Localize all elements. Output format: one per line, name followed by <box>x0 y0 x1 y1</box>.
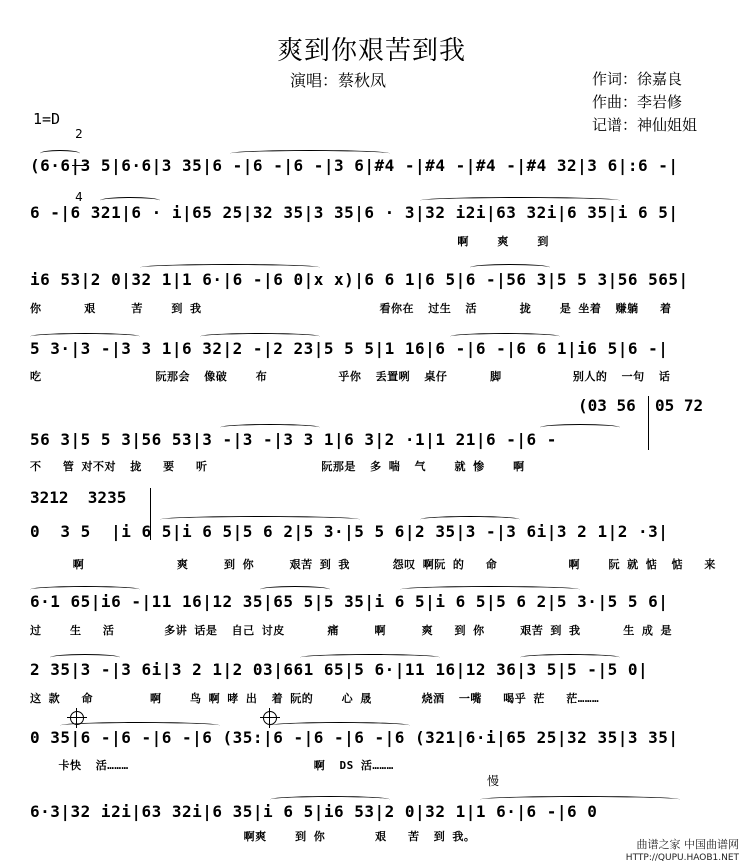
composer-credit: 作曲：李岩修 <box>592 93 683 111</box>
lyric-row-6: 啊 爽 到 你 艰苦 到 我 怨叹 啊阮 的 命 啊 阮 就 惦 惦 来 <box>30 558 716 571</box>
transcriber-credit: 记谱：神仙姐姐 <box>592 116 698 134</box>
key-signature: 1=D <box>33 110 61 128</box>
watermark-line1: 曲谱之家 中国曲谱网 <box>636 838 739 851</box>
lyric-row-8: 这 款 命 啊 鸟 啊 哮 出 着 阮的 心 晟 烧酒 一嘴 喝乎 茫 茫……… <box>30 692 600 705</box>
lyric-row-7: 过 生 活 多讲 话是 自己 讨皮 痛 啊 爽 到 你 艰苦 到 我 生 成 是 <box>30 624 672 637</box>
lyric-row-5: 不 管 对不对 拢 要 听 阮那是 多 喘 气 就 惨 啊 <box>30 460 525 473</box>
song-title: 爽到你艰苦到我 <box>276 36 466 66</box>
time-sig-bottom: 4 <box>75 190 83 204</box>
tempo-mark: 慢 <box>487 774 500 788</box>
time-sig-top: 2 <box>75 127 83 141</box>
lyric-row-2: 啊 爽 到 <box>30 235 549 248</box>
score-row-8: 2 35|3 -|3 6i|3 2 1|2 03|661 65|5 6·|11 16|12 36|3 5|5 -|5 0| <box>30 660 649 679</box>
score-row-2: 6 -|6 321|6 · i|65 25|32 35|3 35|6 · 3|32 i2i|63 32i|6 35|i 6 5| <box>30 203 679 222</box>
lyric-row-3: 你 艰 苦 到 我 看你在 过生 活 拢 是 坐着 赚躺 着 <box>30 302 672 315</box>
bar-line <box>648 396 649 450</box>
lyric-row-9: 卡快 活……… 啊 DS 活……… <box>30 759 394 772</box>
score-row-4: 5 3·|3 -|3 3 1|6 32|2 -|2 23|5 5 5|1 16|6 -|6 -|6 6 1|i6 5|6 -| <box>30 339 669 358</box>
singer-credit: 演唱：蔡秋凤 <box>290 71 387 90</box>
lyric-row-4: 吃 阮那会 像破 布 乎你 丢置咧 桌仔 脚 别人的 一句 话 <box>30 370 671 383</box>
score-row-6: 0 3 5 |i 6 5|i 6 5|5 6 2|5 3·|5 5 6|2 35|3 -|3 6i|3 2 1|2 ·3| <box>30 522 669 541</box>
score-row-5: 56 3|5 5 3|56 53|3 -|3 -|3 3 1|6 3|2 ·1|1 21|6 -|6 - <box>30 430 557 449</box>
score-row-10: 6·3|32 i2i|63 32i|6 35|i 6 5|i6 53|2 0|32 1|1 6·|6 -|6 0 <box>30 802 598 821</box>
score-row-9: 0 35|6 -|6 -|6 -|6 (35:|6 -|6 -|6 -|6 (321|6·i|65 25|32 35|3 35| <box>30 728 679 747</box>
intro-phrase-a: (03 56 <box>578 396 636 415</box>
intro-phrase-c: 3212 3235 <box>30 488 127 507</box>
score-row-1: (6·6|3 5|6·6|3 35|6 -|6 -|6 -|3 6|#4 -|#4 -|#4 -|#4 32|3 6|:6 -| <box>30 156 679 175</box>
score-row-7: 6·1 65|i6 -|11 16|12 35|65 5|5 35|i 6 5|i 6 5|5 6 2|5 3·|5 5 6| <box>30 592 669 611</box>
intro-phrase-b: 05 72 <box>655 396 704 415</box>
lyricist-credit: 作词：徐嘉良 <box>592 70 683 88</box>
watermark-line2: HTTP://QUPU.HAOB1.NET <box>625 853 739 863</box>
lyric-row-10: 啊爽 到 你 艰 苦 到 我。 <box>30 830 476 843</box>
coda-sign-icon <box>263 711 277 725</box>
score-row-3: i6 53|2 0|32 1|1 6·|6 -|6 0|x x)|6 6 1|6 5|6 -|56 3|5 5 3|56 565| <box>30 270 689 289</box>
